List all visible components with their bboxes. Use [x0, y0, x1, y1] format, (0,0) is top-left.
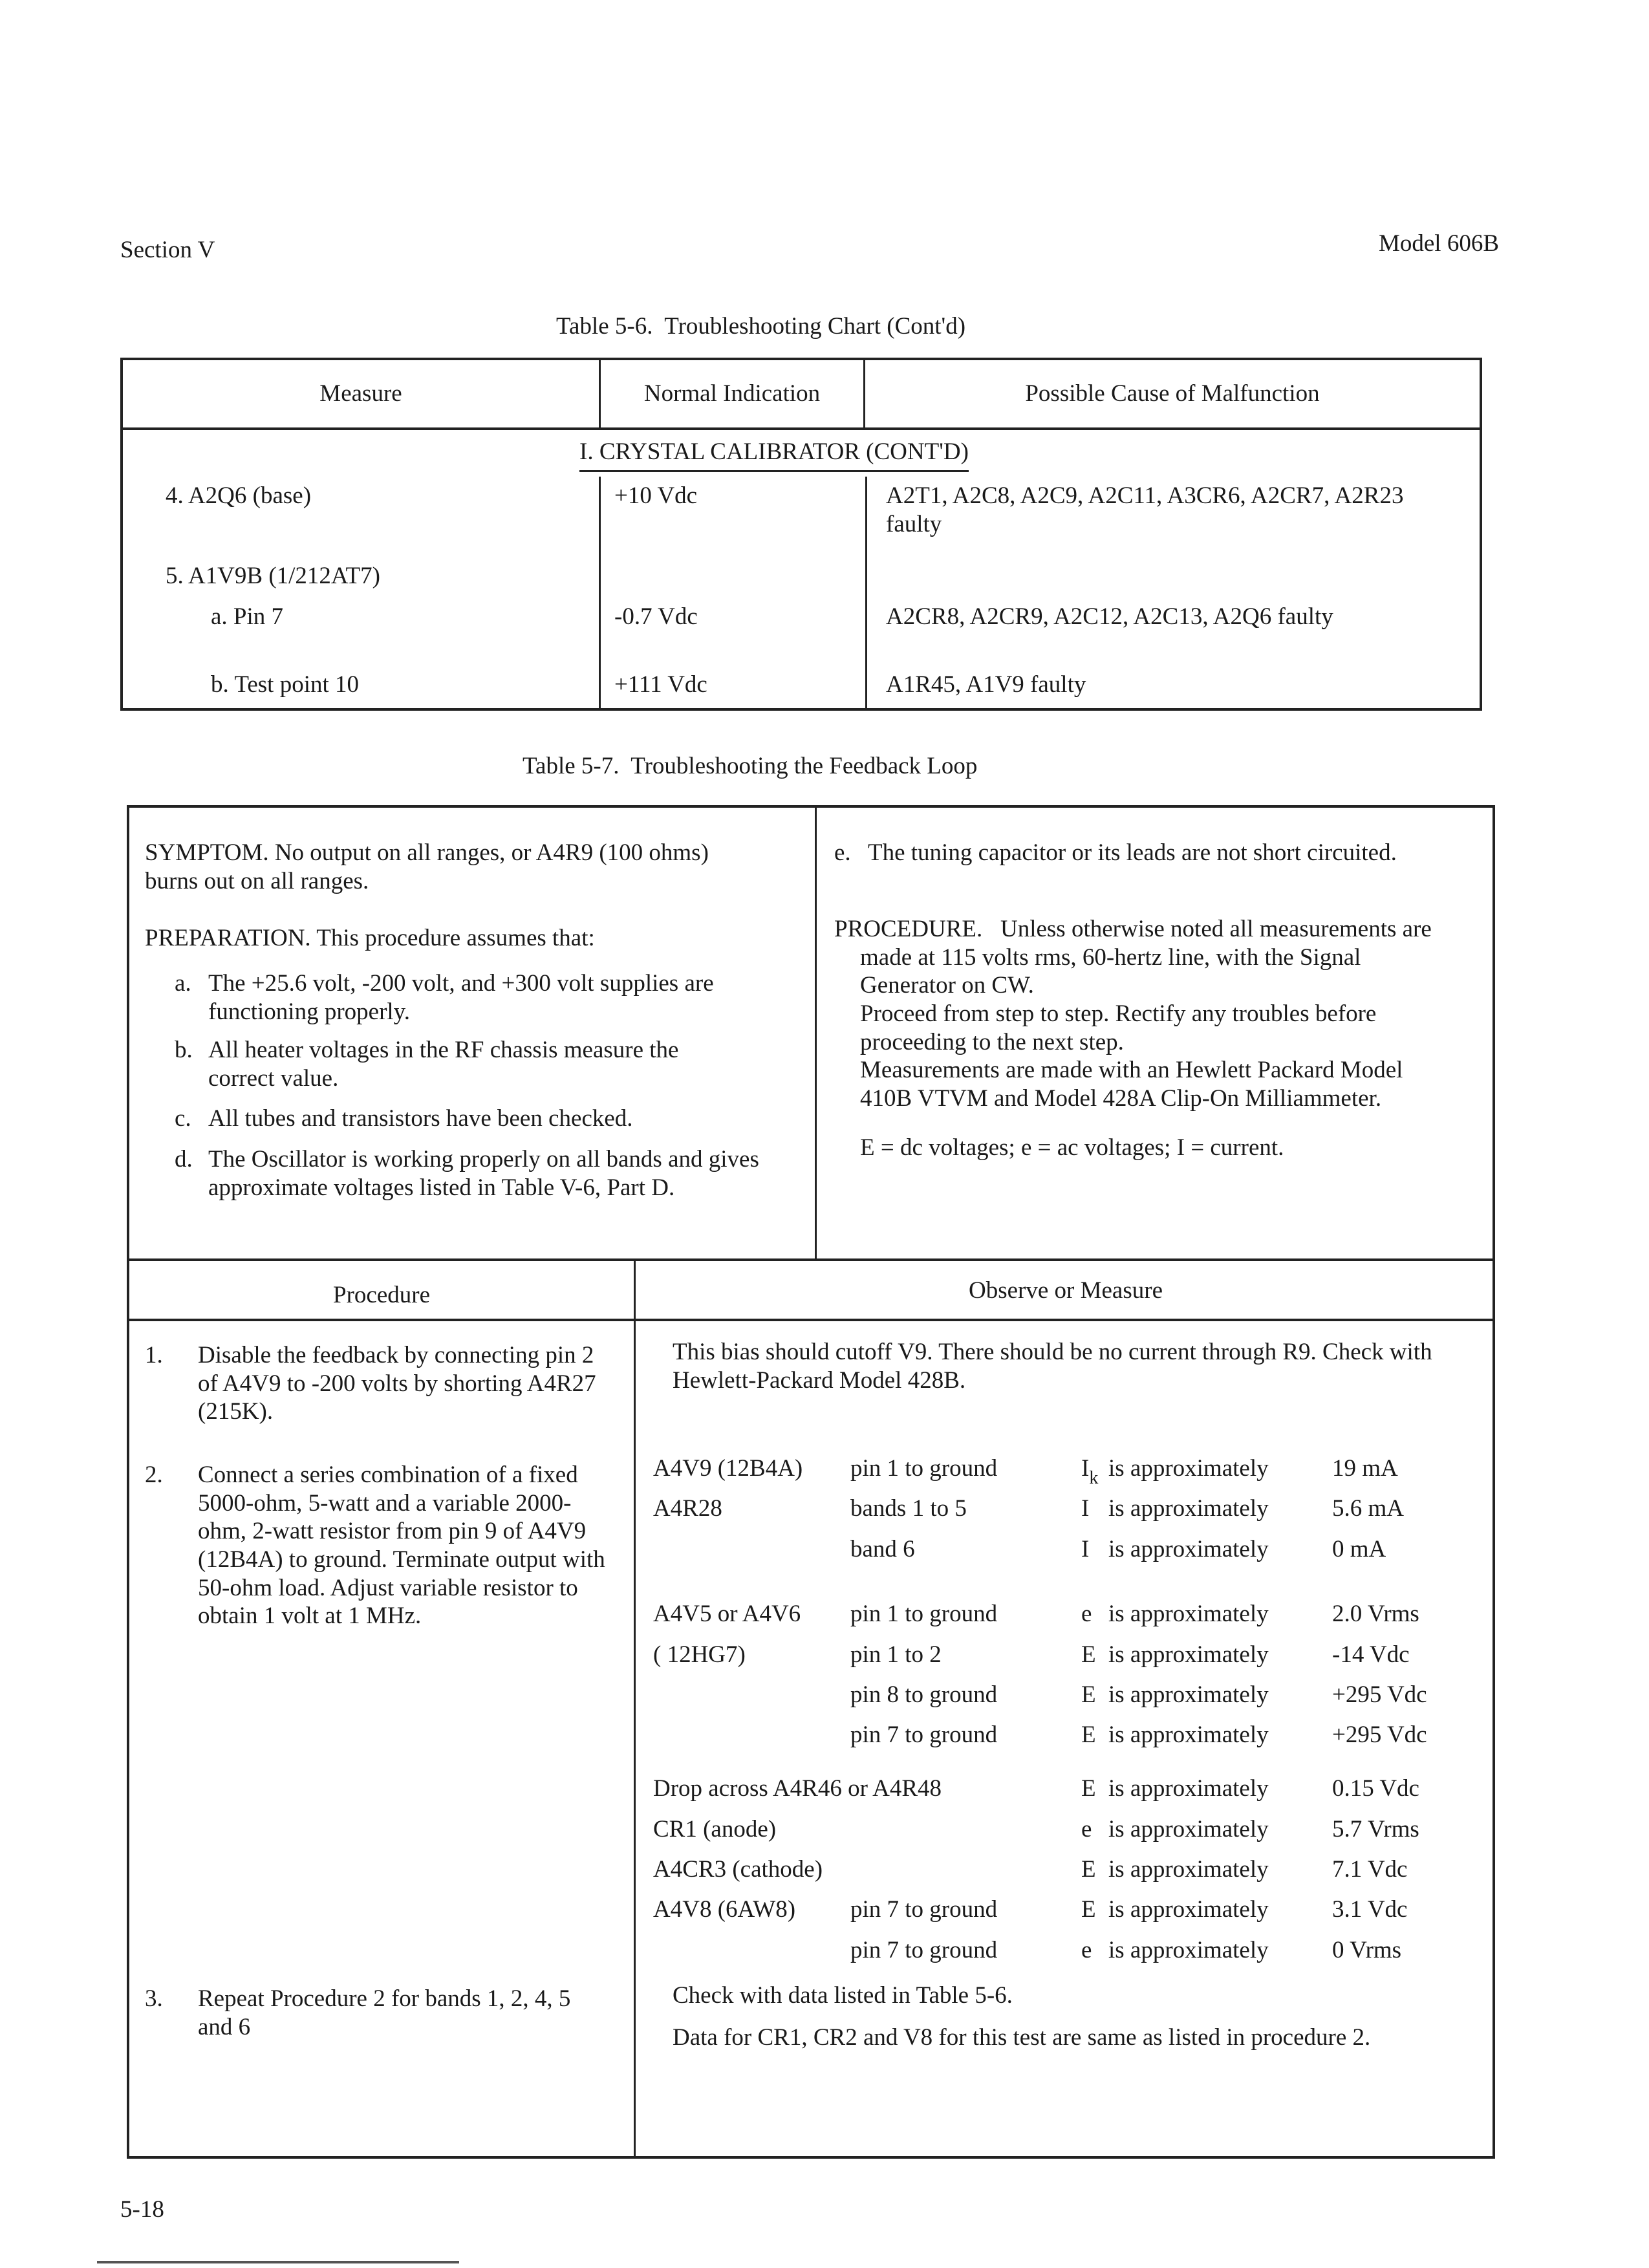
table-5-6-caption: Table 5-6. Troubleshooting Chart (Cont'd): [556, 313, 966, 340]
measure-symbol: E: [1081, 1722, 1096, 1748]
approx-label: is approximately: [1108, 1455, 1269, 1482]
measure-symbol: E: [1081, 1641, 1096, 1668]
column-divider: [599, 360, 601, 427]
measure-value: +295 Vdc: [1332, 1722, 1427, 1748]
approx-label: is approximately: [1108, 1536, 1269, 1562]
approx-label: is approximately: [1108, 1856, 1269, 1883]
measure-cell: b. Test point 10: [211, 671, 360, 698]
bottom-rule: [97, 2261, 459, 2263]
preparation-item-c: c. All tubes and transistors have been checked.: [175, 1105, 633, 1132]
approx-label: is approximately: [1108, 1775, 1269, 1802]
preparation-intro: PREPARATION. This procedure assumes that:: [145, 925, 595, 951]
column-divider: [863, 360, 865, 427]
row-divider: [129, 1258, 1493, 1261]
symptom-text: SYMPTOM. No output on all ranges, or A4R9 (100 ohms) burns out on all ranges.: [145, 839, 709, 894]
measure-location: pin 8 to ground: [850, 1681, 998, 1708]
approx-label: is approximately: [1108, 1937, 1269, 1963]
measure-point: A4V5 or A4V6: [653, 1601, 801, 1627]
approx-label: is approximately: [1108, 1681, 1269, 1708]
measure-cell: a. Pin 7: [211, 603, 284, 630]
measurement-row: [129, 1775, 1487, 1807]
measure-symbol: E: [1081, 1856, 1096, 1883]
procedure-text-2: Proceed from step to step. Rectify any troubles before proceeding to the next step.: [860, 1000, 1377, 1055]
column-divider: [815, 808, 817, 1258]
possible-cause-cell: A1R45, A1V9 faulty: [886, 671, 1086, 698]
step-3-observe: Check with data listed in Table 5-6.: [673, 1982, 1013, 2009]
page-number: 5-18: [120, 2196, 164, 2223]
measure-value: 5.6 mA: [1332, 1495, 1404, 1522]
approx-label: is approximately: [1108, 1495, 1269, 1522]
procedure-heading: PROCEDURE.: [834, 916, 983, 942]
approx-label: is approximately: [1108, 1816, 1269, 1842]
approx-label: is approximately: [1108, 1601, 1269, 1627]
model-label: Model 606B: [1378, 230, 1499, 257]
measure-symbol: e: [1081, 1601, 1092, 1627]
step-1-procedure: 1. Disable the feedback by connecting pin 2 of A4V9 to -200 volts by shorting A4R27 (215K).: [145, 1342, 596, 1425]
measurement-row: [129, 1895, 1487, 1928]
measure-cell: 5. A1V9B (1/212AT7): [166, 563, 380, 589]
measure-symbol: E: [1081, 1896, 1096, 1923]
measure-cell: 4. A2Q6 (base): [166, 482, 312, 509]
step-2-procedure: 2. Connect a series combination of a fixed 5000-ohm, 5-watt and a variable 2000-ohm, 2-watt resistor from pin 9 of A4V9 (12B4A) to ground. Terminate output with 50-ohm load. Adjust variable resistor to obtain 1 volt at 1 MHz.: [145, 1462, 605, 1630]
step-3-procedure: 3. Repeat Procedure 2 for bands 1, 2, 4, 5 and 6: [145, 1985, 571, 2040]
possible-cause-cell: A2CR8, A2CR9, A2C12, A2C13, A2Q6 faulty: [886, 603, 1333, 630]
measure-point: ( 12HG7): [653, 1641, 746, 1668]
approx-label: is approximately: [1108, 1641, 1269, 1668]
preparation-item-d: d. The Oscillator is working properly on all bands and gives approximate voltages listed in Table V-6, Part D.: [175, 1146, 759, 1201]
measurement-row: [129, 1641, 1487, 1673]
measurement-row: [129, 1936, 1487, 1969]
measure-location: band 6: [850, 1536, 915, 1562]
step-1-observe: This bias should cutoff V9. There should be no current through R9. Check with Hewlett-Packard Model 428B.: [673, 1339, 1432, 1394]
measure-value: 2.0 Vrms: [1332, 1601, 1419, 1627]
column-header-measure: Measure: [319, 380, 402, 407]
troubleshooting-chart-table: [120, 358, 1482, 711]
measure-value: 7.1 Vdc: [1332, 1856, 1408, 1883]
measure-point: A4R28: [653, 1495, 722, 1522]
normal-indication-cell: +10 Vdc: [614, 482, 698, 509]
measure-symbol: E: [1081, 1681, 1096, 1708]
measure-location: pin 7 to ground: [850, 1937, 998, 1963]
feedback-loop-table: [127, 805, 1495, 2159]
measure-point: Drop across A4R46 or A4R48: [653, 1775, 942, 1802]
table-5-7-caption: Table 5-7. Troubleshooting the Feedback Loop: [523, 753, 978, 779]
preparation-item-a: a. The +25.6 volt, -200 volt, and +300 volt supplies are functioning properly.: [175, 970, 714, 1025]
measurement-row: [129, 1681, 1487, 1713]
row-divider: [129, 1319, 1493, 1321]
measure-point: CR1 (anode): [653, 1816, 777, 1842]
section-title: I. CRYSTAL CALIBRATOR (CONT'D): [579, 438, 969, 472]
measure-location: pin 1 to ground: [850, 1455, 998, 1482]
table-header-row: [123, 360, 1480, 430]
approx-label: is approximately: [1108, 1722, 1269, 1748]
preparation-item-b: b. All heater voltages in the RF chassis measure the correct value.: [175, 1037, 679, 1092]
procedure-note: [834, 915, 1442, 1161]
column-header-observe: Observe or Measure: [969, 1277, 1163, 1304]
procedure-text-1: Unless otherwise noted all measurements are made at 115 volts rms, 60-hertz line, with the Signal Generator on CW.: [860, 916, 1432, 999]
procedure-text-3: Measurements are made with an Hewlett Packard Model 410B VTVM and Model 428A Clip-On Milliammeter.: [860, 1057, 1403, 1112]
column-header-procedure: Procedure: [333, 1282, 430, 1308]
normal-indication-cell: -0.7 Vdc: [614, 603, 698, 630]
measure-value: 5.7 Vrms: [1332, 1816, 1419, 1842]
measure-location: pin 1 to 2: [850, 1641, 942, 1668]
measure-value: 0 mA: [1332, 1536, 1386, 1562]
column-divider: [599, 477, 601, 711]
measurement-row: [129, 1495, 1487, 1527]
measure-point: A4V9 (12B4A): [653, 1455, 803, 1482]
measure-location: pin 1 to ground: [850, 1601, 998, 1627]
possible-cause-cell: A2T1, A2C8, A2C9, A2C11, A3CR6, A2CR7, A2R23 faulty: [886, 482, 1404, 537]
column-header-possible-cause: Possible Cause of Malfunction: [1025, 380, 1320, 407]
measure-location: pin 7 to ground: [850, 1896, 998, 1923]
measure-symbol: I: [1081, 1495, 1090, 1522]
measurement-row: [129, 1815, 1487, 1848]
measure-symbol: I: [1081, 1536, 1090, 1562]
measurement-row: [129, 1855, 1487, 1888]
column-header-normal-indication: Normal Indication: [643, 380, 821, 407]
measure-value: -14 Vdc: [1332, 1641, 1410, 1668]
measure-point: A4V8 (6AW8): [653, 1896, 796, 1923]
measurement-row: [129, 1721, 1487, 1753]
measurement-row: [129, 1600, 1487, 1632]
measure-symbol: e: [1081, 1816, 1092, 1842]
step-3-observe-note: Data for CR1, CR2 and V8 for this test are same as listed in procedure 2.: [673, 2024, 1371, 2051]
measure-location: bands 1 to 5: [850, 1495, 967, 1522]
measure-value: 19 mA: [1332, 1455, 1398, 1482]
symbol-legend: E = dc voltages; e = ac voltages; I = current.: [860, 1134, 1284, 1161]
measure-value: 3.1 Vdc: [1332, 1896, 1408, 1923]
measure-value: 0.15 Vdc: [1332, 1775, 1419, 1802]
measure-location: pin 7 to ground: [850, 1722, 998, 1748]
measure-value: +295 Vdc: [1332, 1681, 1427, 1708]
measure-symbol: e: [1081, 1937, 1092, 1963]
measure-value: 0 Vrms: [1332, 1937, 1402, 1963]
measurement-row: [129, 1454, 1487, 1487]
normal-indication-cell: +111 Vdc: [614, 671, 707, 698]
approx-label: is approximately: [1108, 1896, 1269, 1923]
preparation-item-e: e. The tuning capacitor or its leads are not short circuited.: [834, 839, 1397, 866]
column-divider: [865, 477, 867, 711]
measure-point: A4CR3 (cathode): [653, 1856, 823, 1883]
measure-symbol: E: [1081, 1775, 1096, 1802]
section-label: Section V: [120, 237, 215, 263]
measurement-row: [129, 1535, 1487, 1568]
measure-symbol: $I_k$: [1081, 1455, 1099, 1488]
